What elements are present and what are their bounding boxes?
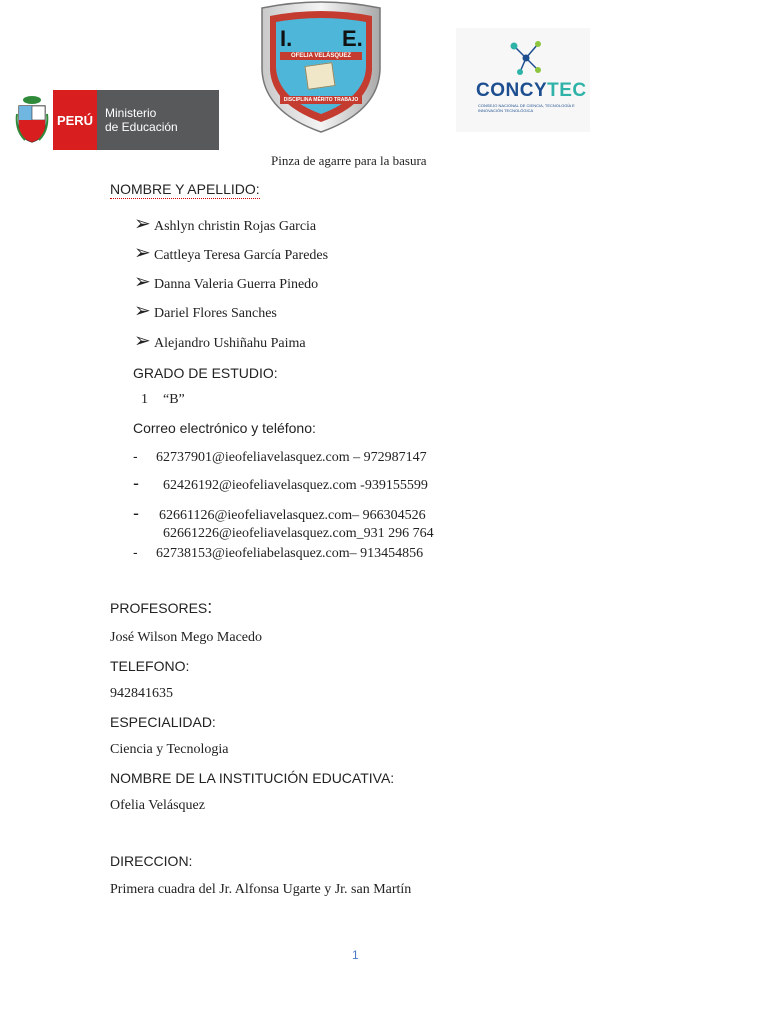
specialty-value: Ciencia y Tecnologia: [110, 742, 229, 757]
grade-label: GRADO DE ESTUDIO:: [133, 365, 278, 381]
student-item: [134, 328, 306, 353]
specialty-label: ESPECIALIDAD:: [110, 714, 216, 730]
document-title: Pinza de agarre para la basura: [271, 153, 427, 168]
phone-value: 942841635: [110, 686, 173, 701]
crest-initial-left: I.: [280, 26, 293, 51]
teacher-label: PROFESORES: [110, 600, 208, 616]
institution-name: Ofelia Velásquez: [110, 798, 205, 813]
arrow-bullet-icon: ➢: [134, 328, 151, 352]
ministry-of-education-logo: [11, 90, 219, 150]
student-item: [134, 269, 319, 294]
teacher-name: José Wilson Mego Macedo: [110, 630, 262, 645]
student-name: Alejandro Ushiñahu Paima: [154, 336, 306, 351]
contact-text: 62661126@ieofeliavelasquez.com– 966304526: [159, 508, 426, 523]
contact-item: - 62737901@ieofeliavelasquez.com – 972987147: [133, 448, 427, 465]
school-crest-logo: [256, 0, 386, 134]
ministry-logo-line2: de Educación: [105, 120, 178, 134]
contact-text: 62737901@ieofeliavelasquez.com – 972987147: [156, 450, 427, 465]
teacher-label-row: [110, 598, 212, 617]
contacts-label: Correo electrónico y teléfono:: [133, 420, 316, 436]
grade-section: “B”: [163, 392, 185, 407]
concytec-wordmark: [476, 80, 587, 102]
student-name: Danna Valeria Guerra Pinedo: [154, 277, 319, 292]
student-name: Cattleya Teresa García Paredes: [154, 248, 329, 263]
contact-text: 62426192@ieofeliavelasquez.com -939155599: [163, 478, 428, 493]
student-name: Dariel Flores Sanches: [154, 306, 277, 321]
arrow-bullet-icon: ➢: [134, 240, 151, 264]
teacher-label-colon: :: [207, 597, 213, 617]
student-item: [134, 240, 329, 265]
student-item: [134, 298, 277, 323]
address-label: DIRECCION:: [110, 853, 193, 869]
institution-label: NOMBRE DE LA INSTITUCIÓN EDUCATIVA:: [110, 770, 395, 786]
molecule-icon: [508, 40, 544, 78]
contact-text: 62738153@ieofeliabelasquez.com– 913454856: [156, 546, 424, 561]
arrow-bullet-icon: ➢: [134, 298, 151, 322]
crest-motto: DISCIPLINA MÉRITO TRABAJO: [280, 96, 362, 104]
student-name: Ashlyn christin Rojas Garcia: [154, 219, 317, 234]
peru-coat-of-arms-icon: [11, 90, 53, 150]
contact-text: 62661226@ieofeliavelasquez.com_931 296 764: [163, 526, 434, 541]
contact-item: - 62661126@ieofeliavelasquez.com– 966304526: [133, 503, 426, 523]
student-item: [134, 211, 317, 236]
crest-book-icon: [304, 62, 335, 90]
concytec-name-b: TEC: [547, 80, 587, 101]
concytec-logo: [456, 28, 590, 132]
ministry-logo-country: PERÚ: [53, 90, 97, 150]
ministry-logo-text: [97, 90, 219, 150]
arrow-bullet-icon: ➢: [134, 269, 151, 293]
phone-label: TELEFONO:: [110, 658, 190, 674]
crest-initial-right: E.: [342, 26, 363, 51]
page-number: 1: [352, 948, 359, 962]
arrow-bullet-icon: ➢: [134, 211, 151, 235]
concytec-name-a: CONCY: [476, 80, 548, 101]
ministry-logo-line1: Ministerio: [105, 106, 157, 120]
grade-number: 1: [141, 392, 148, 407]
contact-item: - 62426192@ieofeliavelasquez.com -939155599: [133, 473, 428, 493]
crest-arc-text: OFELIA VELÁSQUEZ: [280, 52, 362, 60]
students-heading: NOMBRE Y APELLIDO:: [110, 181, 260, 197]
contact-item: [163, 525, 434, 543]
address-value: Primera cuadra del Jr. Alfonsa Ugarte y Jr. san Martín: [110, 882, 412, 897]
concytec-subtitle: CONSEJO NACIONAL DE CIENCIA, TECNOLOGÍA E INNOVACIÓN TECNOLÓGICA: [478, 103, 575, 113]
contact-item: - 62738153@ieofeliabelasquez.com– 913454856: [133, 544, 424, 561]
